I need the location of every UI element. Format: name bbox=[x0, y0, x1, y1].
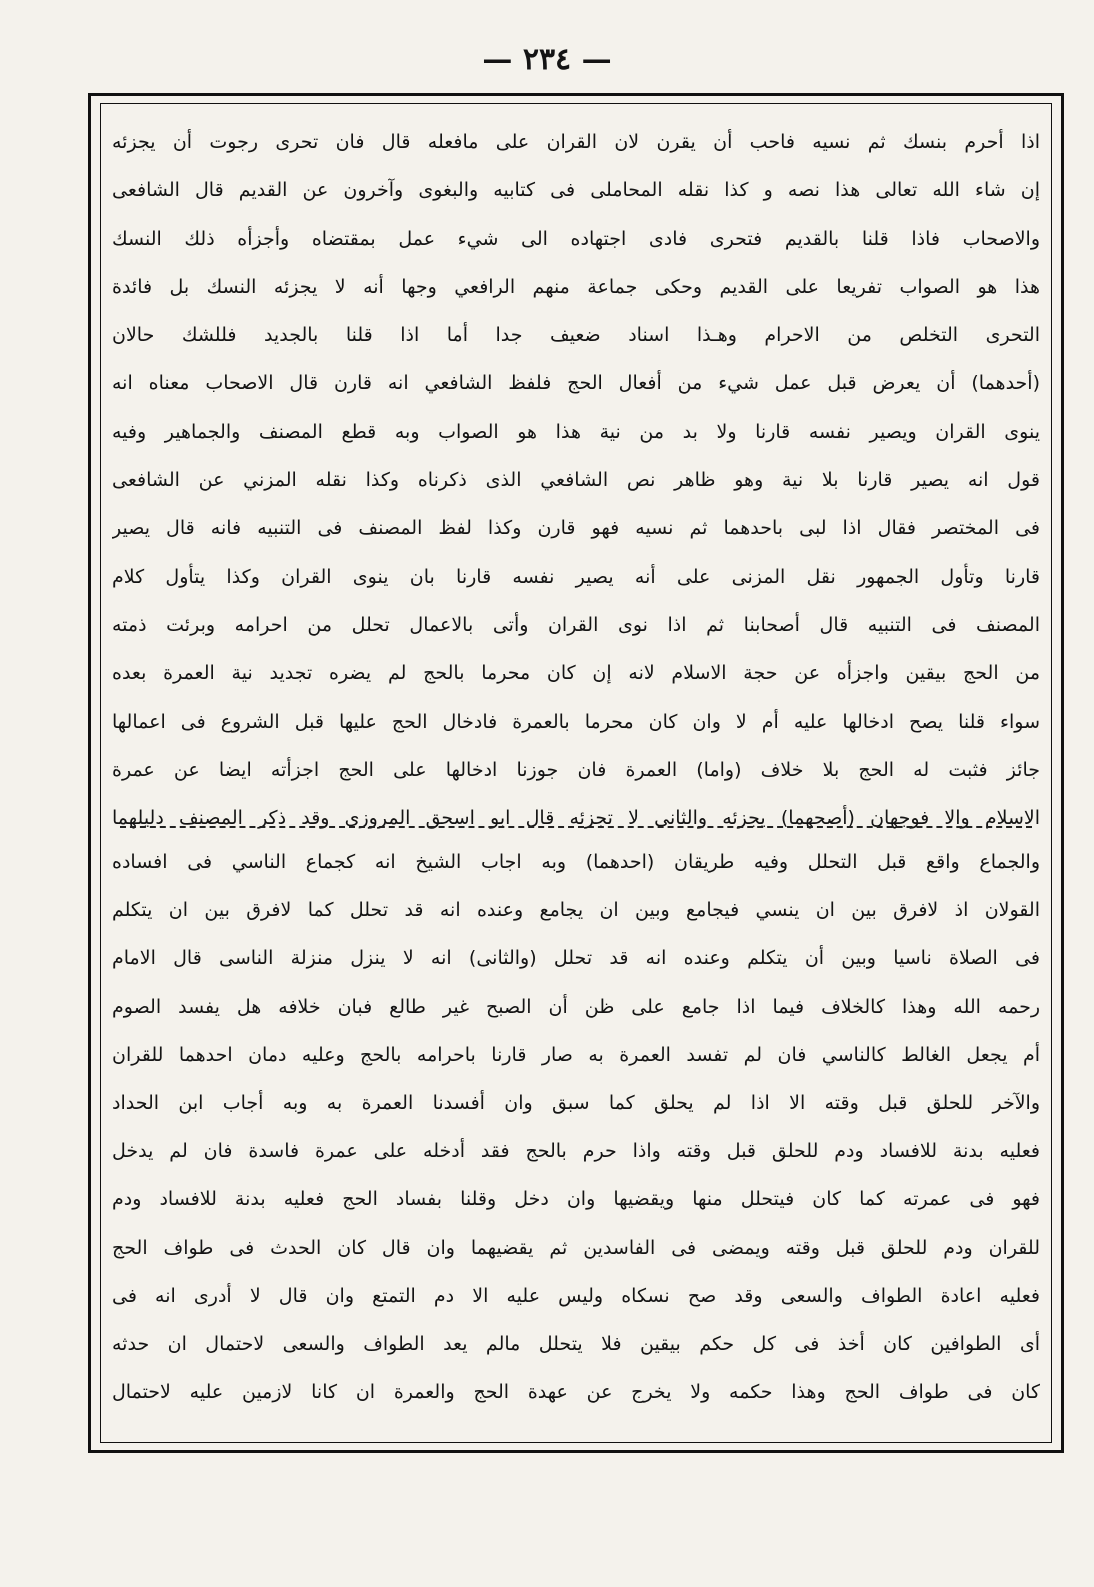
footnote-text bbox=[112, 838, 1040, 1416]
footnote-line: أم يجعل الغالط كالناسي فان لم تفسد العمرة به صار قارنا باحرامه بالحج وعليه دمان احدهما للقران bbox=[112, 1043, 1040, 1066]
footnote-line: للقران ودم للحلق قبل وقته ويمضى فى الفاسدين ثم يقضيهما وان قال كان الحدث فى طواف الحج bbox=[112, 1236, 1040, 1259]
text-line: الاسلام والا فوجهان (أصحهما) يجزئه والثانى لا تجزئه قال ابو اسحق المروزى وقد ذكر المصنف دليلهما bbox=[112, 807, 1040, 830]
footnote-line: فعليه اعادة الطواف والسعى وقد صح نسكاه وليس عليه الا دم التمتع وان قال لا أدرى انه فى bbox=[112, 1284, 1040, 1307]
footnote-line: والجماع واقع قبل التحلل وفيه طريقان (احدهما) وبه اجاب الشيخ انه كجماع الناسي فى افساده bbox=[112, 851, 1040, 873]
footnote-line: فى الصلاة ناسيا وبين أن يتكلم وعنده انه قد تحلل (والثانى) انه لا ينزل منزلة الناسى قال الامام bbox=[112, 947, 1040, 970]
footnote-line: رحمه الله وهذا كالخلاف فيما اذا جامع على ظن أن الصبح غير طالع فبان خلافه هل يفسد الصوم bbox=[112, 995, 1040, 1018]
text-line: (أحدهما) أن يعرض قبل عمل شيء من أفعال الحج فلفظ الشافعي انه قارن قال الاصحاب معناه انه bbox=[112, 372, 1040, 395]
footnote-line: أى الطوافين كان أخذ فى كل حكم بيقين فلا يتحلل مالم يعد الطواف والسعى لاحتمال ان حدثه bbox=[112, 1332, 1040, 1355]
footnote-line: والآخر للحلق قبل وقته الا اذا لم يحلق كما سبق وان أفسدنا العمرة به وبه أجاب ابن الحداد bbox=[112, 1091, 1040, 1114]
text-line: سواء قلنا يصح ادخالها عليه أم لا وان كان محرما بالعمرة فادخال الحج عليها قبل الشروع فى اعمالها bbox=[112, 710, 1040, 733]
text-line: ينوى القران ويصير نفسه قارنا ولا بد من نية هذا هو الصواب وبه قطع المصنف والجماهير وفيه bbox=[112, 420, 1040, 443]
text-line: قارنا وتأول الجمهور نقل المزنى على أنه يصير نفسه قارنا بان ينوى القران وكذا يتأول كلام bbox=[112, 565, 1040, 588]
section-divider bbox=[120, 826, 1032, 828]
footnote-line: فهو فى عمرته كما كان فيتحلل منها ويقضيها وان دخل وقلنا بفساد الحج فعليه بدنة للافساد ودم bbox=[112, 1188, 1040, 1211]
text-line: هذا هو الصواب تفريعا على القديم وحكى جماعة منهم الرافعي وجها أنه لا يجزئه النسك بل فائدة bbox=[112, 275, 1040, 298]
text-line: فى المختصر فقال اذا لبى باحدهما ثم نسيه فهو قارن وكذا لفظ المصنف فى التنبيه فانه قال يصير bbox=[112, 517, 1040, 540]
text-line: قول انه يصير قارنا بلا نية وهو ظاهر نص الشافعي الذى ذكرناه وكذا نقله المزني عن الشافعى bbox=[112, 469, 1040, 492]
footnote-line: كان فى طواف الحج وهذا حكمه ولا يخرج عن عهدة الحج والعمرة ان كانا لازمين عليه لاحتمال bbox=[112, 1381, 1040, 1404]
text-line: من الحج بيقين واجزأه عن حجة الاسلام لانه إن كان محرما بالحج لم يضره تجديد نية العمرة بعده bbox=[112, 662, 1040, 685]
footnote-line: فعليه بدنة للافساد ودم للحلق قبل وقته واذا حرم بالحج فقد أدخله على عمرة فاسدة فان لم يدخل bbox=[112, 1140, 1040, 1163]
footnote-line: القولان اذ لافرق بين ان ينسي فيجامع وبين ان يجامع وعنده انه قد تحلل كما لافرق بين ان يتكلم bbox=[112, 899, 1040, 922]
text-line: جائز فثبت له الحج بلا خلاف (واما) العمرة فان جوزنا ادخالها على الحج اجزأته ايضا عن عمرة bbox=[112, 758, 1040, 781]
text-line: المصنف فى التنبيه قال أصحابنا ثم اذا نوى القران وأتى بالاعمال تحلل من احرامه وبرئت ذمته bbox=[112, 613, 1040, 636]
page-number: — ٢٣٤ — bbox=[482, 42, 612, 77]
text-line: والاصحاب فاذا قلنا بالقديم فتحرى فادى اجتهاده الى شيء عمل بمقتضاه وأجزأه ذلك النسك bbox=[112, 227, 1040, 250]
text-line: التحرى التخلص من الاحرام وهـذا اسناد ضعيف جدا أما اذا قلنا بالجديد فللشك حالان bbox=[112, 324, 1040, 347]
main-text bbox=[112, 118, 1040, 842]
text-line: إن شاء الله تعالى هذا نصه و كذا نقله المحاملى فى كتابيه والبغوى وآخرون عن القديم قال الشافعى bbox=[112, 179, 1040, 202]
text-line: اذا أحرم بنسك ثم نسيه فاحب أن يقرن لان القران على مافعله قال فان تحرى رجوت أن يجزئه bbox=[112, 131, 1040, 153]
